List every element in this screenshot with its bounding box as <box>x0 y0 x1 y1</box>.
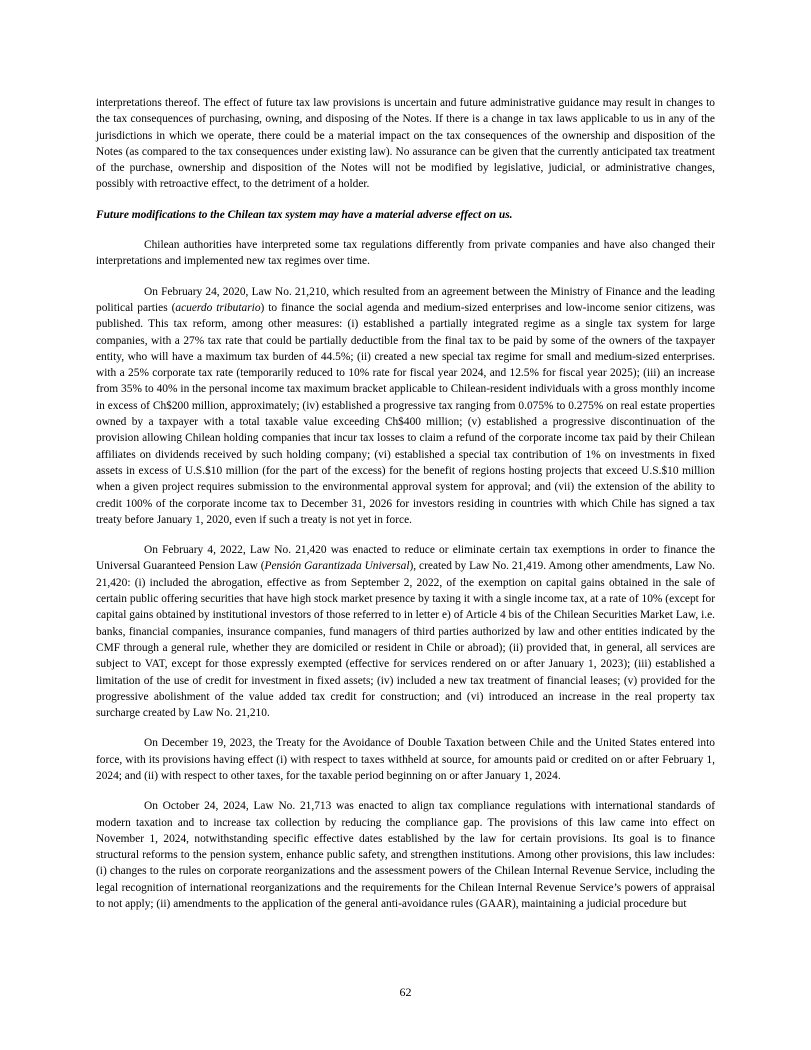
paragraph-tax-treaty: On December 19, 2023, the Treaty for the Avoidance of Double Taxation between Chile and the United States entered into force, with its provisions having effect (i) with respect to taxes withheld at source, for amounts paid or credited on or after February 1, 2024; and (ii) with respect to other taxes, for the taxable period beginning on or after January 1, 2024. <box>96 737 715 782</box>
paragraph-law-21420-italic: Pensión Garantizada Universal <box>264 560 410 573</box>
paragraph-law-21420-text-a: On February 4, 2022, Law No. 21,420 was enacted to reduce or eliminate certain tax exemptions in order to finance the Universal Guaranteed Pension Law ( <box>96 544 715 573</box>
section-heading: Future modifications to the Chilean tax system may have a material adverse effect on us. <box>96 208 513 221</box>
paragraph-law-21210-text-b: ) to finance the social agenda and medium-sized enterprises and low-income senior citizens, was published. This tax reform, among other measures: (i) established a partially integrated regime as a single tax system for large companies, with a 27% tax rate that could be partially deductible from the final tax to be paid by some of the owners of the taxpayer entity, who will have a maximum tax burden of 44.5%; (ii) created a new special tax regime for small and medium-sized enterprises. with a 25% corporate tax rate (temporarily reduced to 10% rate for fiscal year 2024, and 12.5% for fiscal year 2025); (iii) an increase from 35% to 40% in the personal income tax maximum bracket applicable to Chilean-resident individuals with a gross monthly income in excess of Ch$200 million, approximately; (iv) established a progressive tax ranging from 0.075% to 0.275% on real estate properties owned by a taxpayer with a total taxable value exceeding Ch$400 million; (v) established a progressive discontinuation of the provision allowing Chilean holding companies that incur tax losses to claim a refund of the corporate income tax paid by their Chilean affiliates on dividends received by such holding company; (vi) established a special tax contribution of 1% on investments in fixed assets in excess of U.S.$10 million (for the part of the excess) for the benefit of regions hosting projects that exceed U.S.$10 million when a given project requires submission to the environmental approval system for approval; and (vii) the extension of the ability to credit 100% of the corporate income tax to December 31, 2026 for investors residing in countries with which Chile has signed a tax treaty before January 1, 2020, even if such a treaty is not yet in force. <box>96 301 716 526</box>
paragraph-law-21210 <box>96 284 715 528</box>
paragraph-chilean-authorities: Chilean authorities have interpreted some tax regulations differently from private companies and have also changed their interpretations and implemented new tax regimes over time. <box>96 239 715 268</box>
paragraph-law-21210-text-a: On February 24, 2020, Law No. 21,210, which resulted from an agreement between the Ministry of Finance and the leading political parties ( <box>96 285 715 314</box>
paragraph-law-21713: On October 24, 2024, Law No. 21,713 was enacted to align tax compliance regulations with international standards of modern taxation and to increase tax collection by reducing the compliance gap. The provisions of this law came into effect on November 1, 2024, notwithstanding specific effective dates established by the law for certain provisions. Its goal is to finance structural reforms to the pension system, enhance public safety, and strengthen institutions. Among other provisions, this law includes: (i) changes to the rules on corporate reorganizations and the assessment powers of the Chilean Internal Revenue Service, including the legal recognition of international reorganizations and the requirements for the Chilean Internal Revenue Service’s powers of appraisal to not apply; (ii) amendments to the application of the general anti-avoidance rules (GAAR), maintaining a judicial procedure but <box>96 800 715 911</box>
paragraph-law-21420-text-b: ), created by Law No. 21,419. Among other amendments, Law No. 21,420: (i) included the abrogation, effective as from September 2, 2022, of the exemption on capital gains obtained in the sale of certain public offering securities that have high stock market presence by taxing it with a single income tax, at a rate of 10% (except for capital gains obtained by institutional investors of those referred to in letter e) of Article 4 bis of the Chilean Securities Market Law, i.e. banks, financial companies, insurance companies, fund managers of third parties authorized by law and other entities indicated by the CMF through a general rule, whether they are domiciled or resident in Chile or abroad); (ii) provided that, in general, all services are subject to VAT, except for those expressly exempted (effective for services rendered on or after January 1, 2023); (iii) established a limitation of the use of credit for investment in fixed assets; (iv) included a new tax treatment of financial leases; (v) provided for the progressive abolishment of the value added tax credit for construction; and (vi) introduced an increase in the real property tax surcharge created by Law No. 21,210. <box>96 560 715 720</box>
paragraph-law-21210-italic: acuerdo tributario <box>175 301 261 314</box>
document-body <box>96 95 715 926</box>
intro-paragraph: interpretations thereof. The effect of future tax law provisions is uncertain and future administrative guidance may result in changes to the tax consequences of purchasing, owning, and disposing of the Notes. If there is a change in tax laws applicable to us in any of the jurisdictions in which we operate, there could be a material impact on the tax consequences of the ownership and disposition of the Notes (as compared to the tax consequences under existing law). No assurance can be given that the currently anticipated tax treatment of the purchase, ownership and disposition of the Notes will not be modified by legislative, judicial, or administrative changes, possibly with retroactive effect, to the detriment of a holder. <box>96 97 715 191</box>
page-number: 62 <box>399 985 412 999</box>
paragraph-law-21420 <box>96 542 715 721</box>
